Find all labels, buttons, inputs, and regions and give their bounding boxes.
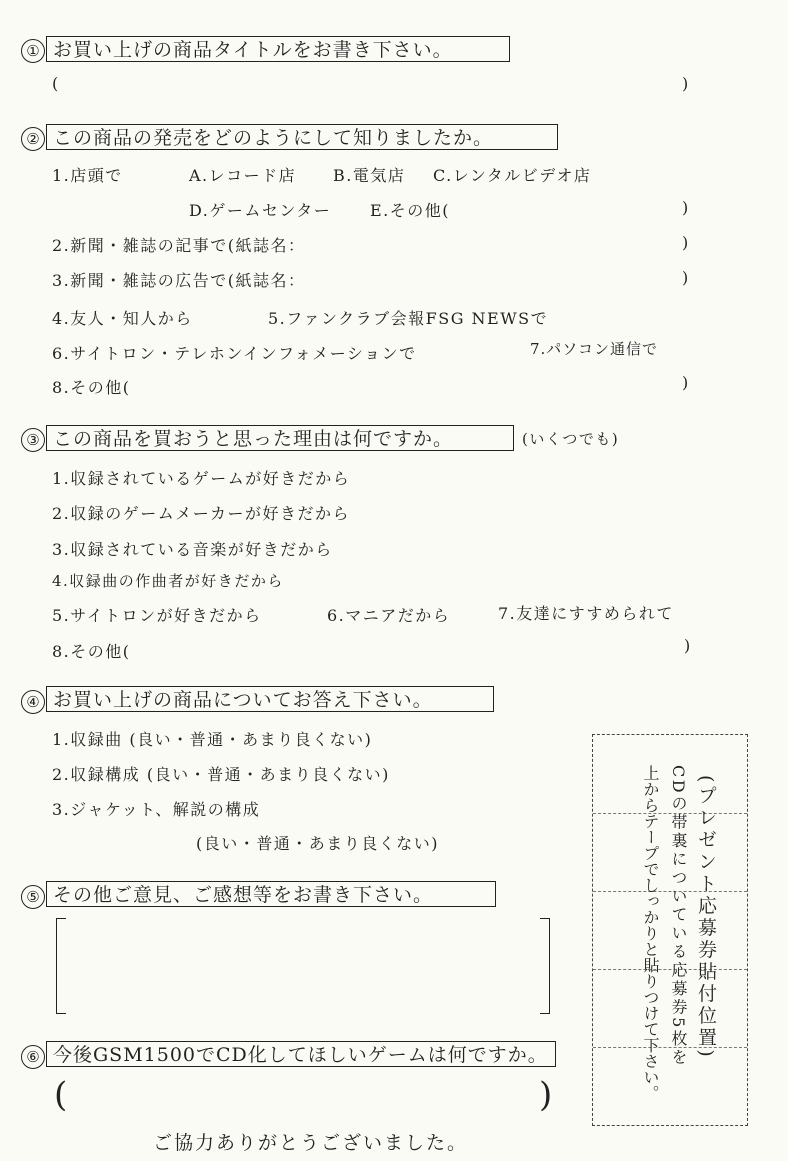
q2-option-3: 3.新聞・雑誌の広告で(紙誌名： <box>52 271 306 290</box>
q3-option-1: 1.収録されているゲームが好きだから <box>52 469 351 488</box>
q2-option-1e: E.その他( <box>370 201 451 220</box>
q3-option-6: 6.マニアだから <box>327 606 451 625</box>
coupon-instruction-2: 上からテープでしっかりと貼りつけて下さい。 <box>641 765 660 1101</box>
q2-option-1e-close: ) <box>682 198 689 217</box>
q2-option-8: 8.その他( <box>52 378 131 397</box>
q5-number: ⑤ <box>21 885 45 909</box>
q3-option-8: 8.その他( <box>52 642 131 661</box>
q2-option-1d: D.ゲームセンター <box>189 201 332 220</box>
q1-number: ① <box>21 39 45 63</box>
q4-item-1: 1.収録曲 (良い・普通・あまり良くない) <box>52 730 373 749</box>
coupon-title: (プレゼント応募券貼付位置) <box>695 775 717 1060</box>
q2-option-4: 4.友人・知人から <box>52 309 193 328</box>
q6-title: 今後GSM1500でCD化してほしいゲームは何ですか。 <box>46 1041 556 1067</box>
q2-option-1c: C.レンタルビデオ店 <box>433 166 592 185</box>
q2-number: ② <box>21 127 45 151</box>
q1-answer-close: ) <box>682 74 689 93</box>
coupon-instruction-1: CDの帯裏についている応募券5枚を <box>669 765 688 1067</box>
q2-option-1: 1.店頭で <box>52 166 123 185</box>
q3-option-8-close: ) <box>684 636 691 655</box>
q1-answer-open: ( <box>52 74 59 93</box>
q2-option-2: 2.新聞・雑誌の記事で(紙誌名： <box>52 236 306 255</box>
q3-note: (いくつでも) <box>522 430 620 448</box>
q4-item-3: 3.ジャケット、解説の構成 <box>52 800 261 819</box>
q2-option-2-close: ) <box>682 233 689 252</box>
q2-title: この商品の発売をどのようにして知りましたか。 <box>46 124 558 150</box>
q2-option-1b: B.電気店 <box>333 166 406 185</box>
q3-option-4: 4.収録曲の作曲者が好きだから <box>52 572 284 590</box>
q3-option-7: 7.友達にすすめられて <box>498 604 674 623</box>
q2-option-6: 6.サイトロン・テレホンインフォメーションで <box>52 344 417 363</box>
q6-answer-open: ( <box>54 1075 68 1115</box>
q3-number: ③ <box>21 428 45 452</box>
q2-option-7: 7.パソコン通信で <box>530 340 659 358</box>
q5-answer-bracket-right <box>540 918 550 1014</box>
q4-item-3-rating: (良い・普通・あまり良くない) <box>196 834 439 853</box>
q2-option-1a: A.レコード店 <box>189 166 297 185</box>
q5-answer-bracket-left <box>56 918 66 1014</box>
coupon-placement-box <box>592 734 748 1126</box>
q3-option-3: 3.収録されている音楽が好きだから <box>52 540 333 559</box>
q2-option-5: 5.ファンクラブ会報FSG NEWSで <box>268 309 549 328</box>
q2-option-3-close: ) <box>682 268 689 287</box>
q2-option-8-close: ) <box>682 373 689 392</box>
q4-item-2: 2.収録構成 (良い・普通・あまり良くない) <box>52 765 390 784</box>
q1-title: お買い上げの商品タイトルをお書き下さい。 <box>46 36 510 62</box>
q6-answer-close: ) <box>539 1075 553 1115</box>
q3-title: この商品を買おうと思った理由は何ですか。 <box>46 425 514 451</box>
q3-option-2: 2.収録のゲームメーカーが好きだから <box>52 504 350 523</box>
q5-title: その他ご意見、ご感想等をお書き下さい。 <box>46 881 496 907</box>
q6-number: ⑥ <box>21 1045 45 1069</box>
thank-you-footer: ご協力ありがとうございました。 <box>153 1132 469 1154</box>
q4-title: お買い上げの商品についてお答え下さい。 <box>46 686 494 712</box>
q4-number: ④ <box>21 690 45 714</box>
q3-option-5: 5.サイトロンが好きだから <box>52 606 262 625</box>
